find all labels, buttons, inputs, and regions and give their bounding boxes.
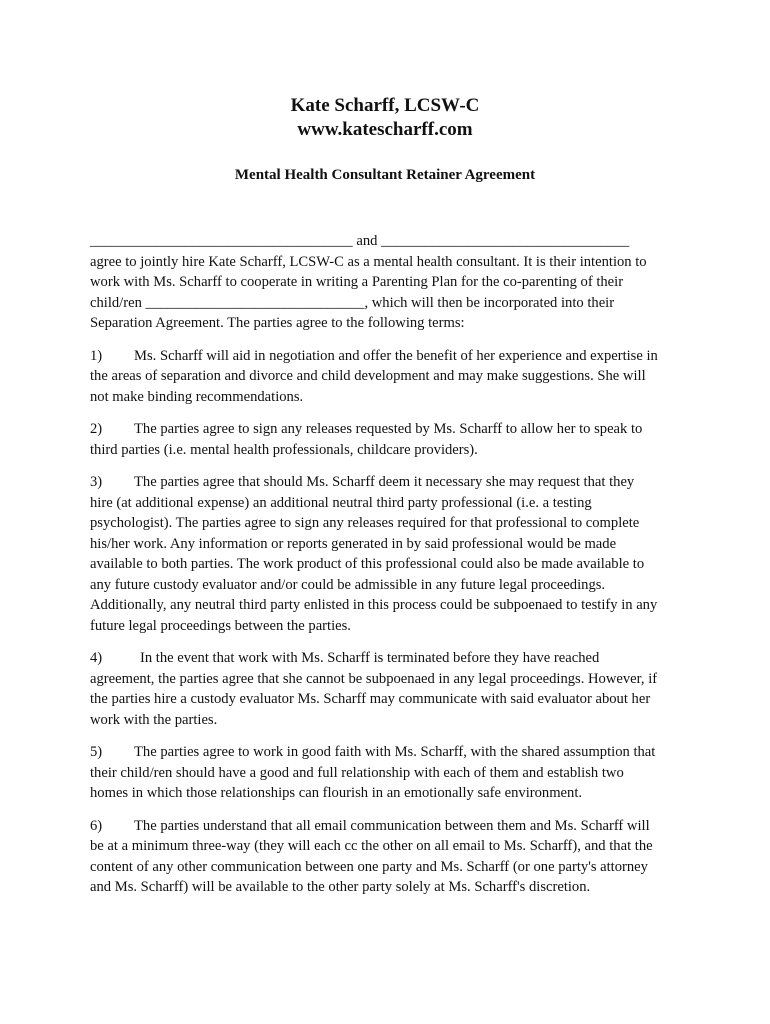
term-number: 1) <box>90 347 103 364</box>
term-line: the parties hire a custody evaluator Ms. Scharff may communicate with said evaluator about her <box>90 691 651 707</box>
term-number: 2) <box>90 421 103 437</box>
term-text: In the event that work with Ms. Scharff is terminated before they have reached <box>140 650 600 666</box>
term-line: third parties (i.e. mental health professionals, childcare providers). <box>90 441 478 458</box>
agreement-body <box>90 231 690 898</box>
term-line: his/her work. Any information or reports generated in by said professional would be made <box>90 535 617 552</box>
term-text: Ms. Scharff will aid in negotiation and offer the benefit of her experience and expertise in <box>134 347 658 364</box>
children-blank[interactable]: ______________________________ <box>145 294 365 311</box>
author-name: Kate Scharff, LCSW-C <box>290 95 480 116</box>
term-line: hire (at additional expense) an additional neutral third party professional (i.e. a testing <box>90 494 592 511</box>
children-label: child/ren <box>90 294 142 311</box>
term-line <box>90 346 690 367</box>
term-line: any future custody evaluator and/or could be admissible in any future legal proceedings. <box>90 576 606 593</box>
term-line <box>90 742 690 763</box>
term-6 <box>90 816 690 898</box>
intro-paragraph <box>90 231 690 334</box>
term-number: 4) <box>90 650 103 666</box>
term-4 <box>90 648 690 730</box>
intro-line-3: work with Ms. Scharff to cooperate in writing a Parenting Plan for the co-parenting of their <box>90 274 624 290</box>
term-number: 3) <box>90 474 103 490</box>
term-line: homes in which those relationships can flourish in an emotionally safe environment. <box>90 785 583 801</box>
author-website: www.katescharff.com <box>297 119 473 140</box>
term-line <box>90 816 690 837</box>
term-line: the areas of separation and divorce and child development and may make suggestions. She will <box>90 368 646 384</box>
term-line: and Ms. Scharff) will be available to the other party solely at Ms. Scharff's discretion. <box>90 879 591 895</box>
term-line: work with the parties. <box>90 711 218 728</box>
term-line: psychologist). The parties agree to sign any releases required for that professional to complete <box>90 515 640 531</box>
term-line: content of any other communication between one party and Ms. Scharff (or one party's attorney <box>90 858 648 875</box>
document-title: Mental Health Consultant Retainer Agreement <box>234 167 536 183</box>
term-text: The parties agree to sign any releases requested by Ms. Scharff to allow her to speak to <box>134 421 643 437</box>
term-line: Additionally, any neutral third party enlisted in this process could be subpoenaed to testify in any <box>90 597 658 613</box>
term-text: The parties agree that should Ms. Scharff deem it necessary she may request that they <box>134 474 635 490</box>
term-number: 6) <box>90 817 103 834</box>
term-1 <box>90 346 690 408</box>
intro-line-4-suffix: , which will then be incorporated into their <box>364 294 615 311</box>
term-line <box>90 472 690 493</box>
term-line <box>90 648 690 669</box>
term-line: available to both parties. The work product of this professional could also be made available to <box>90 556 645 572</box>
term-line <box>90 419 690 440</box>
term-2 <box>90 419 690 460</box>
term-text: The parties understand that all email communication between them and Ms. Scharff will <box>134 817 650 834</box>
term-line: be at a minimum three-way (they will each cc the other on all email to Ms. Scharff), and that the <box>90 838 653 854</box>
intro-line-1 <box>90 231 690 252</box>
term-number: 5) <box>90 744 103 760</box>
term-line: their child/ren should have a good and full relationship with each of them and establish two <box>90 764 624 781</box>
party-1-blank[interactable]: ____________________________________ <box>90 233 353 249</box>
term-line: future legal proceedings between the parties. <box>90 617 351 634</box>
intro-line-5: Separation Agreement. The parties agree to the following terms: <box>90 315 465 331</box>
intro-line-4 <box>90 293 690 314</box>
term-text: The parties agree to work in good faith with Ms. Scharff, with the shared assumption that <box>134 744 656 760</box>
term-line: not make binding recommendations. <box>90 388 304 405</box>
party-2-blank[interactable]: __________________________________ <box>381 233 630 249</box>
term-line: agreement, the parties agree that she cannot be subpoenaed in any legal proceedings. However, if <box>90 670 658 687</box>
and-word: and <box>356 233 378 249</box>
term-3 <box>90 472 690 636</box>
term-5 <box>90 742 690 804</box>
intro-line-2: agree to jointly hire Kate Scharff, LCSW-C as a mental health consultant. It is their intention to <box>90 253 647 270</box>
